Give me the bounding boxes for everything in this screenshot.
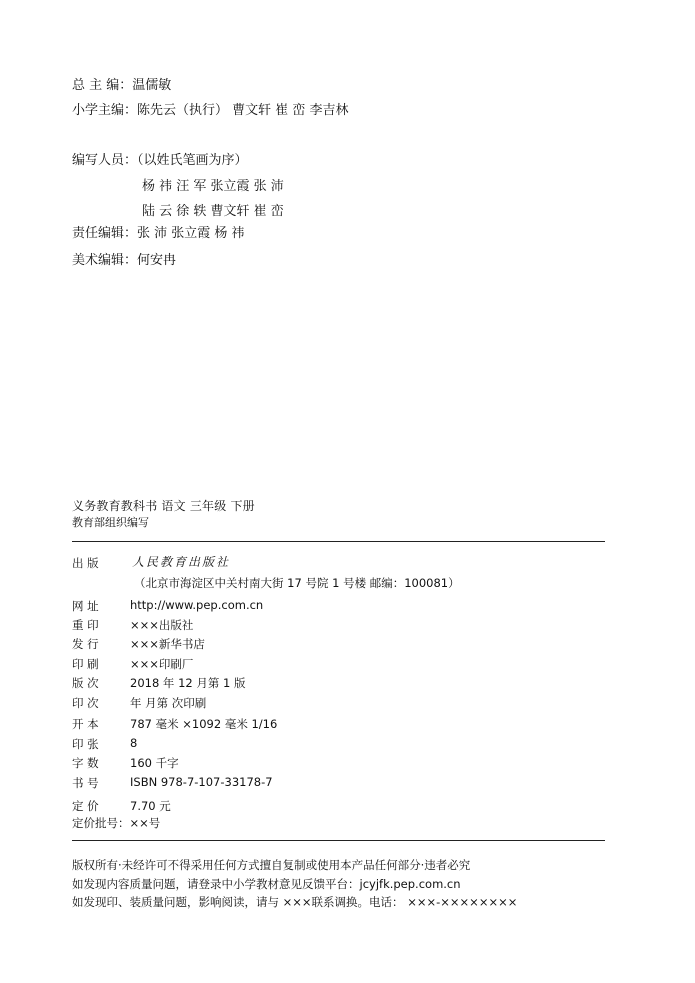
detail-label: 网 址 [72, 599, 99, 613]
art-editor: 美术编辑：何安冉 [72, 253, 177, 268]
print-quality-notice: 如发现印、装质量问题，影响阅读，请与 ×××联系调换。电话： ×××-×××××××× [72, 895, 518, 909]
responsible-editor: 责任编辑：张 沛 张立霞 杨 祎 [72, 226, 245, 241]
detail-value: 7.70 元 [130, 799, 171, 813]
publisher-label: 出 版 [72, 556, 99, 570]
detail-value: ISBN 978-7-107-33178-7 [130, 775, 273, 789]
detail-label: 重 印 [72, 618, 99, 632]
detail-label: 印 张 [72, 737, 99, 751]
writers-label: 编写人员：（以姓氏笔画为序） [72, 153, 248, 168]
detail-label: 发 行 [72, 637, 99, 651]
writers-row-2: 陆 云 徐 轶 曹文轩 崔 峦 [142, 204, 284, 219]
content-feedback-notice: 如发现内容质量问题，请登录中小学教材意见反馈平台：jcyjfk.pep.com.cn [72, 877, 461, 891]
book-title-line: 义务教育教科书 语文 三年级 下册 [72, 499, 255, 513]
bottom-divider [72, 840, 605, 841]
top-divider [72, 541, 605, 542]
detail-label: 印 刷 [72, 657, 99, 671]
copyright-notice: 版权所有·未经许可不得采用任何方式擅自复制或使用本产品任何部分·违者必究 [72, 858, 471, 872]
price-approval: 定价批号：××号 [72, 816, 161, 830]
writers-row-1: 杨 祎 汪 军 张立霞 张 沛 [142, 179, 284, 194]
detail-label: 版 次 [72, 676, 99, 690]
detail-label: 字 数 [72, 756, 99, 770]
detail-value: ×××印刷厂 [130, 657, 194, 671]
detail-label: 开 本 [72, 717, 99, 731]
detail-value: ×××出版社 [130, 618, 194, 632]
detail-value: 8 [130, 736, 138, 750]
publisher-address: （北京市海淀区中关村南大街 17 号院 1 号楼 邮编：100081） [134, 576, 460, 590]
detail-value: http://www.pep.com.cn [130, 598, 264, 612]
detail-value: 年 月第 次印刷 [130, 696, 207, 710]
detail-label: 书 号 [72, 776, 99, 790]
detail-label: 印 次 [72, 696, 99, 710]
primary-editors: 小学主编：陈先云（执行） 曹文轩 崔 峦 李吉林 [72, 103, 349, 118]
publisher-logo: 人民教育出版社 [132, 555, 231, 569]
detail-label: 定 价 [72, 799, 99, 813]
detail-value: ×××新华书店 [130, 637, 205, 651]
chief-editor: 总 主 编：温儒敏 [72, 78, 172, 93]
detail-value: 2018 年 12 月第 1 版 [130, 676, 246, 690]
compiler: 教育部组织编写 [72, 516, 149, 529]
detail-value: 160 千字 [130, 756, 179, 770]
detail-value: 787 毫米 ×1092 毫米 1/16 [130, 717, 278, 731]
